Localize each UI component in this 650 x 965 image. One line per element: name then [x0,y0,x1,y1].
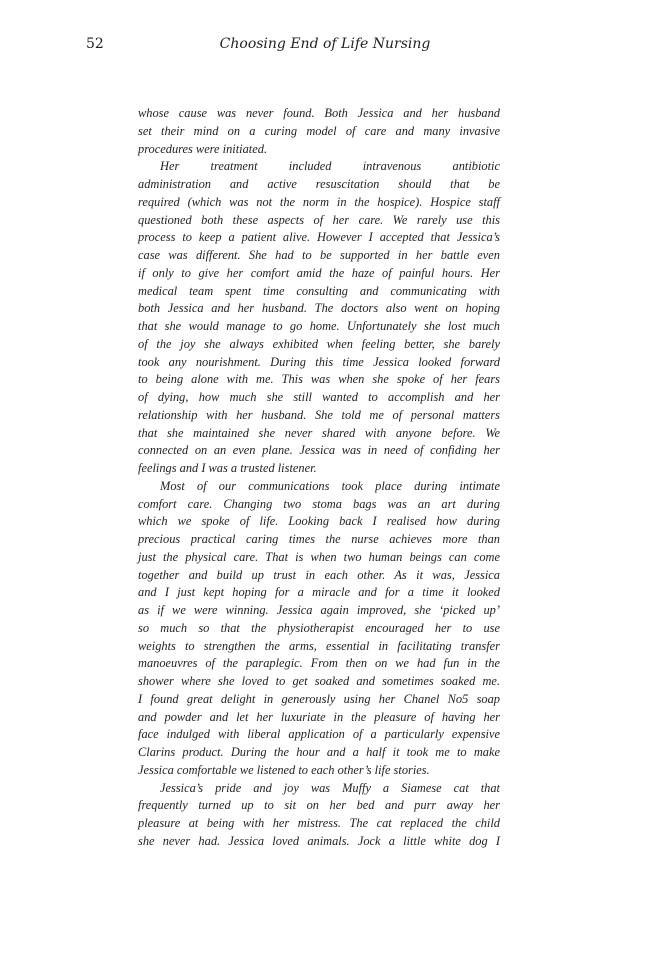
text-line: so much so that the physiotherapist encouraged her to use [138,620,500,635]
text-line: that she would manage to go home. Unfortunately she lost much [138,319,500,333]
text-line: I found great delight in generously using her Chanel No5 soap [138,691,500,706]
text-line: medical team spent time consulting and communicating with [138,283,500,298]
text-line: Her treatment included intravenous antibiotic [160,159,500,174]
text-line: precious practical caring times the nurse achieves more than [138,532,500,546]
text-line: Jessica comfortable we listened to each other’s life stories. [138,762,430,777]
text-line: set their mind on a curing model of care and many invasive [138,123,500,138]
text-line: relationship with her husband. She told me of personal matters [138,407,500,422]
running-head-title: Choosing End of Life Nursing [219,36,431,52]
text-line: frequently turned up to sit on her bed and purr away her [138,798,500,813]
text-line: manoeuvres of the paraplegic. From then on we had fun in the [138,656,500,671]
text-line: of the joy she always exhibited when feeling better, she barely [138,336,500,351]
text-line: if only to give her comfort amid the haze of painful hours. Her [138,265,500,280]
text-line: of dying, how much she still wanted to accomplish and her [138,390,500,404]
text-line: to being alone with me. This was when she spoke of her fears [138,372,500,387]
text-line: process to keep a patient alive. However I accepted that Jessica’s [138,230,500,245]
text-line: comfort care. Changing two stoma bags was an art during [138,496,500,511]
text-line: feelings and I was a trusted listener. [138,461,317,475]
text-line: together and build up trust in each other. As it was, Jessica [138,567,500,582]
text-line: and powder and let her luxuriate in the pleasure of having her [138,709,500,724]
text-line: procedures were initiated. [138,141,268,156]
text-line: pleasure at being with her mistress. The cat replaced the child [138,816,500,830]
text-line: as if we were winning. Jessica again improved, she ‘picked up’ [138,603,500,617]
text-line: that she maintained she never shared with anyone before. We [138,425,500,440]
text-line: shower where she loved to get soaked and sometimes soaked me. [138,674,500,688]
text-line: both Jessica and her husband. The doctors also went on hoping [138,301,500,316]
text-line: case was different. She had to be supported in her battle even [138,248,500,262]
text-line: she never had. Jessica loved animals. Jock a little white dog I [138,833,500,848]
text-line: just the physical care. That is when two human beings can come [138,549,500,564]
text-line: Clarins product. During the hour and a half it took me to make [138,745,500,759]
text-line: which we spoke of life. Looking back I realised how during [138,514,500,529]
text-line: connected on an even plane. Jessica was in need of confiding her [138,443,500,458]
text-line: took any nourishment. During this time Jessica looked forward [138,354,500,369]
text-line: required (which was not the norm in the hospice). Hospice staff [138,194,500,209]
body-text [138,105,500,851]
text-line: administration and active resuscitation should that be [138,177,500,191]
text-line: and I just kept hoping for a miracle and for a time it looked [138,585,500,600]
page-number: 52 [86,36,104,52]
text-line: Jessica’s pride and joy was Muffy a Siamese cat that [160,780,500,795]
text-line: weights to strengthen the arms, essential in facilitating transfer [138,638,500,653]
text-line: face indulged with liberal application of a particularly expensive [138,727,500,742]
text-line: Most of our communications took place during intimate [160,478,500,493]
text-line: questioned both these aspects of her care. We rarely use this [138,212,500,227]
text-line: whose cause was never found. Both Jessica and her husband [138,106,500,120]
